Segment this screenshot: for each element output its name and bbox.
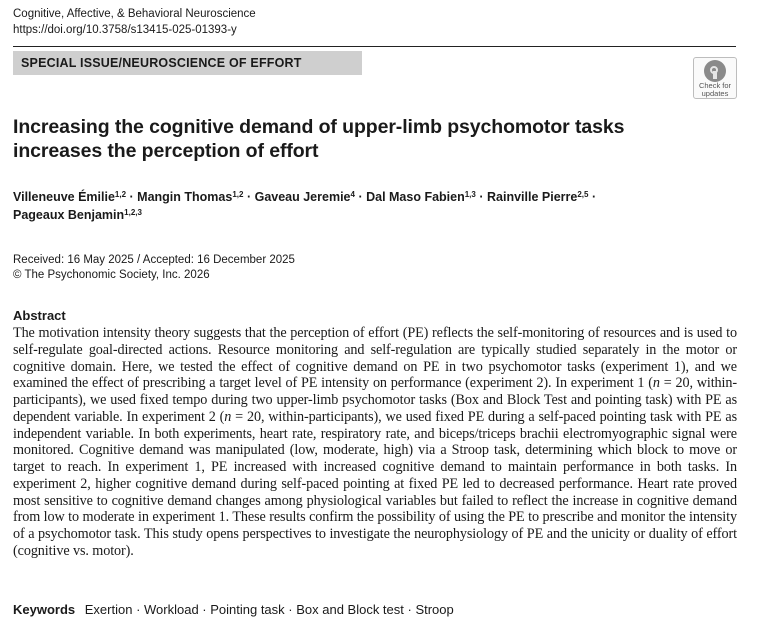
author-separator: · (591, 190, 597, 204)
received-accepted-dates: Received: 16 May 2025 / Accepted: 16 December 2025 (13, 254, 295, 266)
check-updates-label: Check for updates (698, 81, 732, 98)
author-separator: · (479, 190, 484, 204)
author-separator: · (246, 190, 252, 204)
journal-name: Cognitive, Affective, & Behavioral Neuroscience (13, 8, 256, 20)
keywords-list: Exertion · Workload · Pointing task · Box and Block test · Stroop (84, 602, 454, 617)
author-list (13, 188, 663, 224)
author-affiliation: 4 (350, 190, 355, 199)
section-banner: SPECIAL ISSUE/NEUROSCIENCE OF EFFORT (13, 51, 362, 75)
author-name[interactable]: Mangin Thomas (137, 190, 233, 204)
abstract-heading: Abstract (13, 308, 66, 323)
check-for-updates-badge[interactable] (693, 57, 737, 99)
abstract-body: The motivation intensity theory suggests that the perception of effort (PE) reflects the self-monitoring of resources and is used to self-regulate goal-directed actions. Resource monitoring and self-regulation are typically studied separately in the motor or cognitive domain. Here, we tested the effect of cognitive demand on PE in two psychomotor tasks (experiment 1), and we examined the effect of prescribing a target level of PE intensity on performance (experiment 2). In experiment 1 (n = 20, within-participants), we used fixed tempo during two upper-limb psychomotor tasks (Box and Block Test and pointing task) with PE as dependent variable. In experiment 2 (n = 20, within-participants), we used fixed PE during a self-paced pointing task with PE as independent variable. In both experiments, heart rate, respiratory rate, and biceps/triceps brachii electromyographic signal were monitored. Cognitive demand was manipulated (low, moderate, high) via a Stroop task, determining which block to move or target to reach. In experiment 1, PE increased with increased cognitive demand to maintain performance in both tasks. In experiment 2, higher cognitive demand during self-paced pointing at fixed PE led to decreased performance. Heart rate proved most sensitive to cognitive demand changes among physiological variables but failed to reflect the increase in cognitive demand from low to moderate in experiment 1. These results confirm the possibility of using the PE to prescribe and monitor the intensity of a psychomotor task. This study opens perspectives to investigate the neurophysiology of PE and the unicity or duality of effort (cognitive vs. motor). (13, 325, 738, 559)
doi-link[interactable]: https://doi.org/10.3758/s13415-025-01393-y (13, 24, 237, 36)
author-name[interactable]: Gaveau Jeremie (254, 190, 351, 204)
author-name[interactable]: Rainville Pierre (487, 190, 578, 204)
author-affiliation: 2,5 (577, 190, 589, 199)
header-divider (13, 46, 736, 47)
author-name[interactable]: Pageaux Benjamin (13, 208, 125, 222)
author-affiliation: 1,3 (464, 190, 476, 199)
article-title: Increasing the cognitive demand of upper-limb psychomotor tasks increases the perception of effort (13, 116, 625, 162)
author-affiliation: 1,2 (232, 190, 244, 199)
keywords-heading: Keywords (13, 602, 76, 617)
author-separator: · (358, 190, 363, 204)
author-affiliation: 1,2,3 (124, 208, 142, 217)
keywords-line (13, 602, 454, 618)
author-separator: · (129, 190, 134, 204)
author-name[interactable]: Dal Maso Fabien (366, 190, 465, 204)
copyright-notice: © The Psychonomic Society, Inc. 2026 (13, 269, 210, 281)
author-name[interactable]: Villeneuve Émilie (13, 190, 115, 204)
author-affiliation: 1,2 (114, 190, 127, 199)
check-updates-icon (704, 60, 726, 82)
